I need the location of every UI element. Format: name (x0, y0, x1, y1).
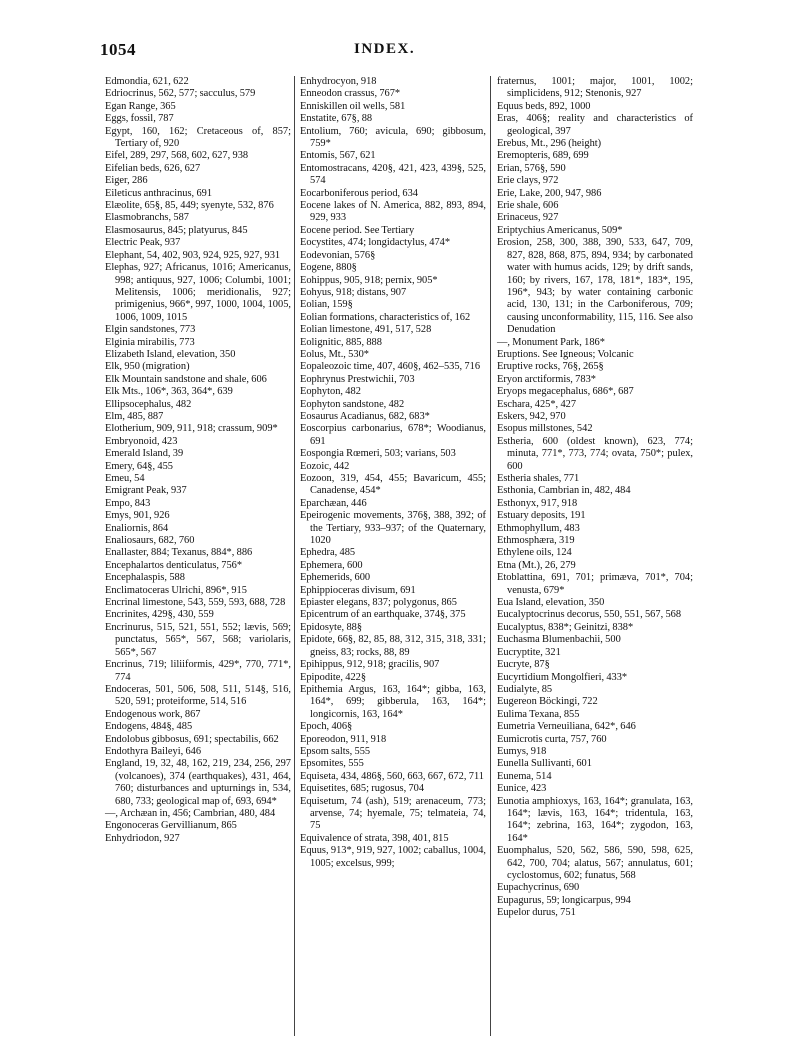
index-entry: England, 19, 32, 48, 162, 219, 234, 256, 297 (volcanoes), 374 (earthquakes), 431, 464, 760; disturbances and upturnings in, 534, 680, 733; geological map of, 693, 694* (105, 758, 291, 807)
index-entry: Emigrant Peak, 937 (105, 485, 187, 497)
index-entry: Electric Peak, 937 (105, 237, 181, 249)
index-entry: Etoblattina, 691, 701; primæva, 701*, 704; venusta, 679* (497, 572, 693, 596)
index-entry: Epiaster elegans, 837; polygonus, 865 (300, 597, 457, 609)
index-entry: Edriocrinus, 562, 577; sacculus, 579 (105, 88, 256, 100)
index-entry: Encrinurus, 515, 521, 551, 552; lævis, 569; punctatus, 565*, 567, 568; variolaris, 565*, 567 (105, 621, 291, 658)
index-entry: Epipodite, 422§ (300, 671, 367, 683)
index-entry: Eporeodon, 911, 918 (300, 733, 387, 745)
index-entry: Eupagurus, 59; longicarpus, 994 (497, 894, 631, 906)
index-entry: Elizabeth Island, elevation, 350 (105, 348, 236, 360)
index-entry: Elm, 485, 887 (105, 410, 164, 422)
index-columns (100, 76, 698, 1036)
index-entry: Elk Mountain sandstone and shale, 606 (105, 373, 267, 385)
index-entry: Enallaster, 884; Texanus, 884*, 886 (105, 547, 253, 559)
index-entry: Eugereon Böckingi, 722 (497, 696, 598, 708)
index-entry: Epicentrum of an earthquake, 374§, 375 (300, 609, 466, 621)
index-entry: Eopaleozoic time, 407, 460§, 462–535, 716 (300, 361, 481, 373)
index-entry: Eunice, 423 (497, 783, 547, 795)
index-entry: Ethmophyllum, 483 (497, 522, 580, 534)
index-column-2 (300, 76, 486, 870)
index-entry: Enstatite, 67§, 88 (300, 113, 373, 125)
index-entry: Esthonia, Cambrian in, 482, 484 (497, 485, 631, 497)
index-entry: Eolignitic, 885, 888 (300, 336, 382, 348)
index-entry: Entomostracans, 420§, 421, 423, 439§, 525, 574 (300, 162, 486, 187)
page-title: INDEX. (354, 41, 416, 57)
index-entry: Ellipsocephalus, 482 (105, 398, 192, 410)
index-entry: Enaliosaurs, 682, 760 (105, 535, 195, 547)
index-entry: —, Archæan in, 456; Cambrian, 480, 484 (105, 807, 276, 819)
index-entry: Encrinus, 719; liliiformis, 429*, 770, 771*, 774 (105, 659, 291, 683)
index-entry: Elotherium, 909, 911, 918; crassum, 909* (105, 423, 278, 435)
index-entry: Eumicrotis curta, 757, 760 (497, 733, 607, 745)
index-entry: Encephalaspis, 588 (105, 572, 185, 584)
index-entry: Eudialyte, 85 (497, 683, 553, 695)
index-entry: Equivalence of strata, 398, 401, 815 (300, 832, 449, 844)
index-entry: Eskers, 942, 970 (497, 410, 566, 422)
index-entry: fraternus, 1001; major, 1001, 1002; simplicidens, 912; Stenonis, 927 (497, 76, 693, 100)
index-entry: Elk Mts., 106*, 363, 364*, 639 (105, 386, 233, 398)
index-entry: Eggs, fossil, 787 (105, 113, 174, 125)
index-entry: Erinaceus, 927 (497, 212, 559, 224)
index-entry: Endothyra Baileyi, 646 (105, 745, 202, 757)
index-entry: Elephas, 927; Africanus, 1016; Americanus, 998; antiquus, 927, 1006; Columbi, 1001; Melitensis, 1006; meridionalis, 927; primigenius, 966*, 997, 1000, 1004, 1005, 1006, 1009, 1015 (105, 262, 291, 323)
index-entry: Enhydriodon, 927 (105, 832, 180, 844)
column-divider (294, 76, 295, 1036)
index-entry: Equiseta, 434, 486§, 560, 663, 667, 672, 711 (300, 770, 484, 782)
index-entry: Eucyrtidium Mongolfieri, 433* (497, 671, 628, 683)
index-entry: Eolian formations, characteristics of, 162 (300, 311, 471, 323)
index-entry: Elasmobranchs, 587 (105, 212, 189, 224)
index-entry: Eoscorpius carbonarius, 678*; Woodianus, 691 (300, 423, 486, 447)
index-entry: Ephippioceras divisum, 691 (300, 584, 416, 596)
index-entry: Erebus, Mt., 296 (height) (497, 138, 602, 150)
index-entry: Enneodon crassus, 767* (300, 88, 401, 100)
index-entry: Endogenous work, 867 (105, 708, 201, 720)
index-entry: Edmondia, 621, 622 (105, 76, 189, 87)
index-entry: Entolium, 760; avicula, 690; gibbosum, 759* (300, 125, 486, 150)
index-column-1 (105, 76, 291, 845)
index-entry: Eocene period. See Tertiary (300, 224, 415, 236)
index-entry: Eolus, Mt., 530* (300, 348, 369, 360)
index-entry: Eiger, 286 (105, 175, 148, 187)
index-entry: Epoch, 406§ (300, 721, 353, 733)
index-entry: Eumys, 918 (497, 745, 547, 757)
index-entry: Eryops megacephalus, 686*, 687 (497, 386, 634, 398)
index-entry: Encrinal limestone, 543, 559, 593, 688, 728 (105, 597, 286, 609)
index-entry: Eosaurus Acadianus, 682, 683* (300, 410, 430, 422)
index-entry: Elgin sandstones, 773 (105, 324, 196, 336)
index-entry: Euchasma Blumenbachii, 500 (497, 634, 621, 646)
index-entry: Epidote, 66§, 82, 85, 88, 312, 315, 318, 331; gneiss, 83; rocks, 88, 89 (300, 634, 486, 658)
index-entry: Ephedra, 485 (300, 547, 356, 559)
index-entry: Epsom salts, 555 (300, 745, 371, 757)
index-entry: Emerald Island, 39 (105, 448, 184, 460)
index-entry: Equisetites, 685; rugosus, 704 (300, 783, 425, 795)
index-entry: Epidosyte, 88§ (300, 621, 363, 633)
index-entry: Estheria shales, 771 (497, 473, 580, 484)
index-entry: Eucryptite, 321 (497, 646, 561, 658)
index-entry: Endoceras, 501, 506, 508, 511, 514§, 516, 520, 591; proteiforme, 514, 516 (105, 683, 291, 708)
index-entry: Erie, Lake, 200, 947, 986 (497, 187, 602, 199)
index-entry: Eunotia amphioxys, 163, 164*; granulata, 163, 164*; lævis, 163, 164*; tridentula, 163, 164*; zebrina, 163, 164*; zygodon, 163, 164* (497, 795, 693, 844)
index-entry: Emeu, 54 (105, 473, 145, 484)
index-entry: Eolian, 159§ (300, 299, 353, 311)
index-entry: Engonoceras Gervillianum, 865 (105, 820, 237, 832)
index-entry: Eucalyptus, 838*; Geinitzi, 838* (497, 621, 634, 633)
index-entry: Emery, 64§, 455 (105, 460, 173, 472)
index-entry: Erie shale, 606 (497, 200, 559, 212)
index-entry: Eremopteris, 689, 699 (497, 150, 589, 162)
index-entry: Eruptive rocks, 76§, 265§ (497, 361, 604, 373)
index-entry: Eriptychius Americanus, 509* (497, 224, 623, 236)
index-entry: Eophyton sandstone, 482 (300, 398, 405, 410)
index-entry: Eparchæan, 446 (300, 497, 367, 509)
index-entry: Eifelian beds, 626, 627 (105, 162, 201, 174)
index-entry: Eogene, 880§ (300, 262, 357, 274)
index-entry: Eozoic, 442 (300, 460, 350, 472)
index-entry: Esthonyx, 917, 918 (497, 497, 578, 509)
index-entry: —, Monument Park, 186* (497, 336, 605, 348)
index-entry: Eophyton, 482 (300, 386, 361, 398)
index-entry: Epeirogenic movements, 376§, 388, 392; of the Tertiary, 933–937; of the Quaternary, 1020 (300, 510, 486, 547)
index-entry: Elasmosaurus, 845; platyurus, 845 (105, 224, 248, 236)
index-entry: Elæolite, 65§, 85, 449; syenyte, 532, 876 (105, 200, 274, 212)
index-entry: Erian, 576§, 590 (497, 162, 566, 174)
index-entry: Encrinites, 429§, 430, 559 (105, 609, 214, 621)
index-entry: Eryon arctiformis, 783* (497, 373, 596, 385)
index-entry: Equisetum, 74 (ash), 519; arenaceum, 773; arvense, 74; hyemale, 75; telmateia, 74, 75 (300, 795, 486, 832)
index-entry: Enhydrocyon, 918 (300, 76, 377, 87)
index-entry: Enclimatoceras Ulrichi, 896*, 915 (105, 584, 247, 596)
index-entry: Esopus millstones, 542 (497, 423, 593, 435)
index-entry: Eohyus, 918; distans, 907 (300, 286, 407, 298)
index-entry: Elginia mirabilis, 773 (105, 336, 195, 348)
index-entry: Eospongia Rœmeri, 503; varians, 503 (300, 448, 456, 460)
index-entry: Eolian limestone, 491, 517, 528 (300, 324, 432, 336)
index-entry: Empo, 843 (105, 497, 151, 509)
index-entry: Elephant, 54, 402, 903, 924, 925, 927, 931 (105, 249, 281, 261)
index-entry: Epihippus, 912, 918; gracilis, 907 (300, 659, 440, 671)
index-entry: Estuary deposits, 191 (497, 510, 586, 522)
index-entry: Estheria, 600 (oldest known), 623, 774; minuta, 771*, 773, 774; ovata, 750*; pulex, 600 (497, 435, 693, 472)
index-entry: Equus, 913*, 919, 927, 1002; caballus, 1004, 1005; excelsus, 999; (300, 845, 486, 869)
index-entry: Encephalartos denticulatus, 756* (105, 559, 243, 571)
index-entry: Epithemia Argus, 163, 164*; gibba, 163, 164*, 699; gibberula, 163, 164*; longicornis, 163, 164* (300, 683, 486, 720)
index-entry: Egan Range, 365 (105, 100, 176, 112)
index-entry: Erie clays, 972 (497, 175, 559, 187)
index-entry: Eocystites, 474; longidactylus, 474* (300, 237, 451, 249)
index-entry: Embryonoid, 423 (105, 435, 178, 447)
index-entry: Enaliornis, 864 (105, 522, 169, 534)
column-divider (490, 76, 491, 1036)
index-entry: Eras, 406§; reality and characteristics of geological, 397 (497, 113, 693, 137)
index-entry: Ethylene oils, 124 (497, 547, 572, 559)
index-entry: Eodevonian, 576§ (300, 249, 376, 261)
index-entry: Endogens, 484§, 485 (105, 721, 193, 733)
index-entry: Eileticus anthracinus, 691 (105, 187, 213, 199)
index-entry: Epsomites, 555 (300, 758, 364, 770)
index-entry: Entomis, 567, 621 (300, 150, 376, 162)
index-entry: Enniskillen oil wells, 581 (300, 100, 406, 112)
index-entry: Eocene lakes of N. America, 882, 893, 894, 929, 933 (300, 200, 486, 224)
index-entry: Euomphalus, 520, 562, 586, 590, 598, 625, 642, 700, 704; alatus, 567; annulatus, 601; cyclostomus, 602; funatus, 568 (497, 845, 693, 881)
index-entry: Eschara, 425*, 427 (497, 398, 577, 410)
index-entry: Eophrynus Prestwichii, 703 (300, 373, 415, 385)
index-entry: Ephemera, 600 (300, 559, 363, 571)
index-entry: Egypt, 160, 162; Cretaceous of, 857; Tertiary of, 920 (105, 125, 291, 150)
index-entry: Endolobus gibbosus, 691; spectabilis, 662 (105, 733, 279, 745)
index-entry: Equus beds, 892, 1000 (497, 100, 591, 112)
index-entry: Emys, 901, 926 (105, 510, 170, 522)
index-entry: Eohippus, 905, 918; pernix, 905* (300, 274, 438, 286)
index-entry: Ephemerids, 600 (300, 572, 371, 584)
index-entry: Ethmosphæra, 319 (497, 535, 575, 547)
index-entry: Eucryte, 87§ (497, 659, 550, 671)
index-entry: Eunella Sullivanti, 601 (497, 758, 592, 770)
page-number: 1054 (100, 40, 136, 59)
index-entry: Etna (Mt.), 26, 279 (497, 559, 576, 571)
index-column-3 (497, 76, 693, 920)
index-entry: Eocarboniferous period, 634 (300, 187, 418, 199)
index-entry: Eumetria Verneuiliana, 642*, 646 (497, 721, 636, 733)
index-entry: Eua Island, elevation, 350 (497, 597, 605, 609)
index-entry: Eifel, 289, 297, 568, 602, 627, 938 (105, 150, 249, 162)
index-entry: Eucalyptocrinus decorus, 550, 551, 567, 568 (497, 609, 682, 621)
index-entry: Erosion, 258, 300, 388, 390, 533, 647, 709, 827, 828, 868, 875, 894, 934; by carbonated water with humus acids, 129; by drift sands, 160; by rivers, 167, 178, 181*, 183*, 195, 196*, 943; by water containing carbonic acid, 130, 131; in the Carboniferous, 709; causing unconformability, 115, 116. See also Denudation (497, 237, 693, 336)
index-entry: Eruptions. See Igneous; Volcanic (497, 348, 634, 360)
index-entry: Eunema, 514 (497, 770, 552, 782)
index-entry: Eozoon, 319, 454, 455; Bavaricum, 455; Canadense, 454* (300, 473, 486, 497)
index-entry: Eulima Texana, 855 (497, 708, 580, 720)
index-entry: Eupachycrinus, 690 (497, 882, 580, 894)
index-entry: Eupelor durus, 751 (497, 907, 576, 919)
index-entry: Elk, 950 (migration) (105, 361, 190, 373)
